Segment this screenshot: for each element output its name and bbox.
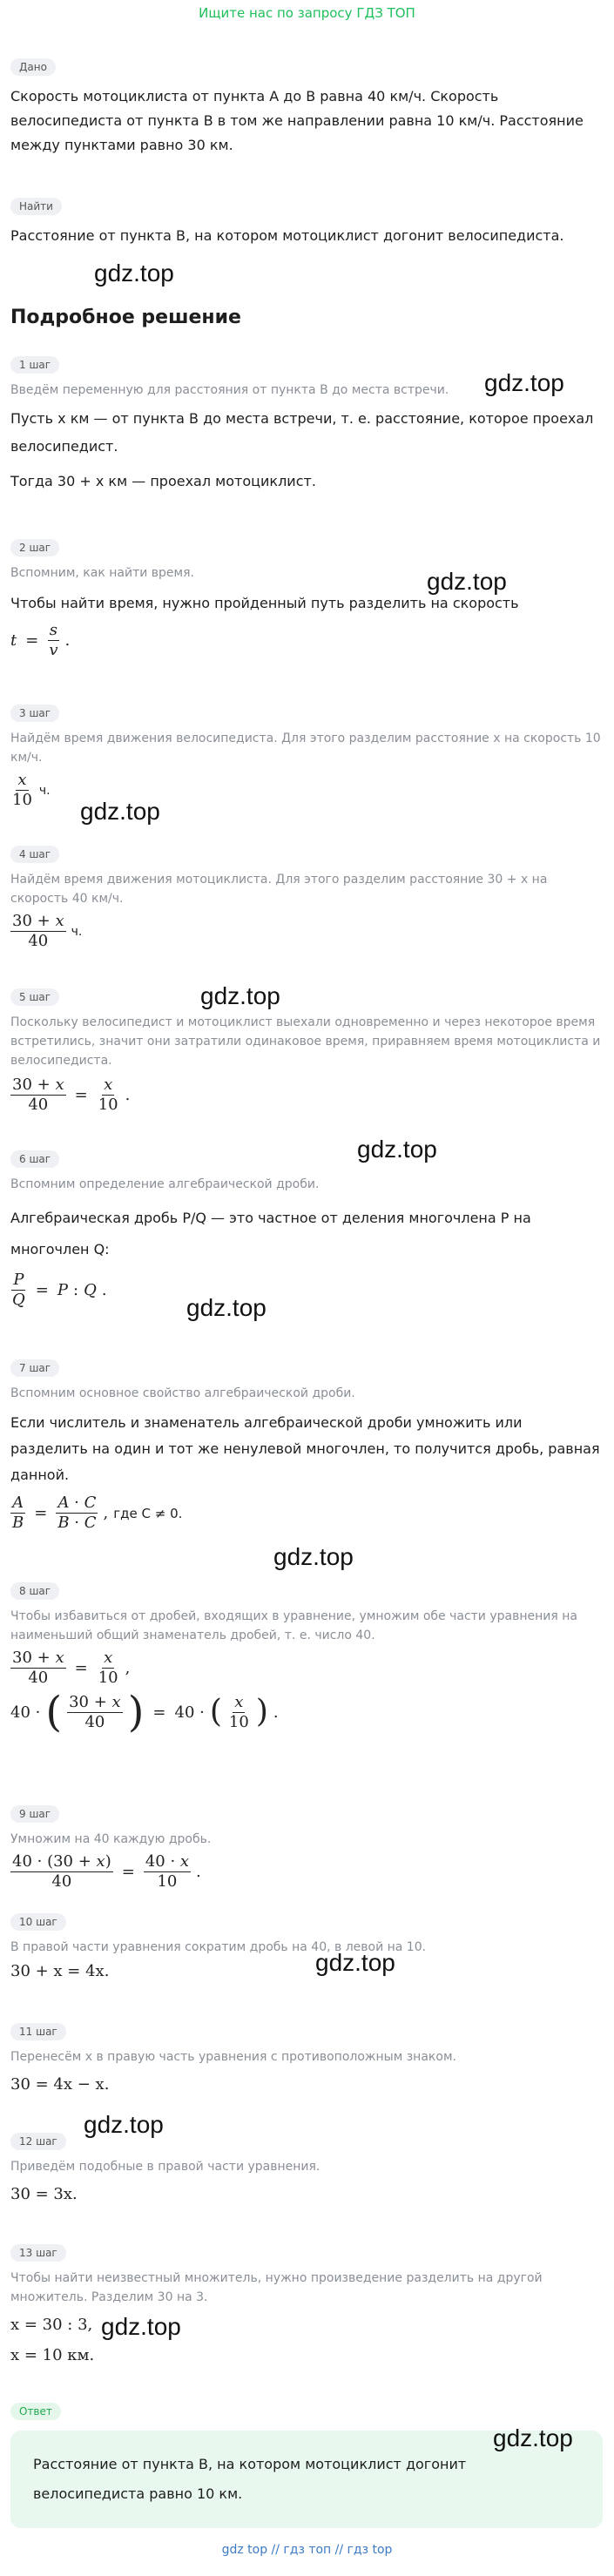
cyclist-time-formula: $\frac{x}{10}$ ч. xyxy=(12,771,51,809)
solution-title: Подробное решение xyxy=(10,307,241,328)
step-text-2: Тогда 30 + x км — проехал мотоциклист. xyxy=(10,473,316,489)
step-label: 7 шаг xyxy=(10,1359,59,1377)
unit-label: ч. xyxy=(38,783,51,798)
watermark: gdz.top xyxy=(186,1294,267,1321)
step-note: Вспомним основное свойство алгебраической дроби. xyxy=(10,1386,355,1400)
step-note: Найдём время движения мотоциклиста. Для этого разделим расстояние 30 + x на скорость 40 км/ч. xyxy=(10,873,548,906)
find-section xyxy=(10,197,603,248)
answer-section xyxy=(10,2402,603,2528)
step-note: Поскольку велосипедист и мотоциклист выехали одновременно и через некоторое время встретились, значит они затратили одинаковое время, приравняем время мотоциклиста и велосипедиста. xyxy=(10,1015,601,1068)
step-label: 2 шаг xyxy=(10,539,59,556)
condition-text: где C ≠ 0. xyxy=(113,1505,183,1521)
watermark: gdz.top xyxy=(101,2313,181,2340)
time-formula: t = $\frac{s}{v}$ . xyxy=(10,621,71,659)
formula-line: 30 + x = 4x. xyxy=(10,1962,110,1980)
expanded-formula: $\frac{40 \cdot (30 + x)}{40}$ = $\frac{40 \cdot x}{10}$ . xyxy=(12,1852,201,1891)
step-note: Чтобы избавиться от дробей, входящих в уравнение, умножим обе части уравнения на наименьший общий знаменатель дробей, т. е. число 40. xyxy=(10,1609,577,1642)
watermark: gdz.top xyxy=(80,798,160,825)
answer-label: Ответ xyxy=(10,2403,61,2420)
watermark: gdz.top xyxy=(273,1543,354,1570)
step-note: Вспомним, как найти время. xyxy=(10,566,194,580)
step-label: 8 шаг xyxy=(10,1582,59,1600)
unit-label: ч. xyxy=(71,924,83,939)
formula-line: 30 = 4x − x. xyxy=(10,2075,110,2094)
step-7 xyxy=(10,1359,603,1533)
fraction-definition: $\frac{P}{Q}$ = P : Q . xyxy=(12,1271,107,1309)
step-12 xyxy=(10,2132,603,2203)
step-11 xyxy=(10,2022,603,2094)
step-note: Приведём подобные в правой части уравнения. xyxy=(10,2160,320,2174)
step-text: Алгебраическая дробь P/Q — это частное от деления многочлена P на многочлен Q: xyxy=(10,1210,531,1258)
step-10 xyxy=(10,1912,603,1980)
watermark: gdz.top xyxy=(315,1949,395,1976)
watermark: gdz.top xyxy=(84,2111,164,2138)
watermark: gdz.top xyxy=(200,982,280,1009)
watermark: gdz.top xyxy=(427,568,507,595)
step-2 xyxy=(10,538,603,660)
step-note: Найдём время движения велосипедиста. Для этого разделим расстояние x на скорость 10 км/ч. xyxy=(10,732,601,765)
step-label: 11 шаг xyxy=(10,2023,66,2040)
step-text: Если числитель и знаменатель алгебраической дроби умножить или разделить на один и тот же ненулевой многочлен, то получится дробь, равная данной. xyxy=(10,1414,600,1483)
watermark: gdz.top xyxy=(357,1136,437,1163)
answer-text: Расстояние от пункта В, на котором мотоциклист догонит велосипедиста равно 10 км. xyxy=(33,2456,467,2502)
step-label: 13 шаг xyxy=(10,2244,66,2262)
step-5 xyxy=(10,988,603,1115)
given-label: Дано xyxy=(10,58,56,76)
watermark: gdz.top xyxy=(94,260,174,287)
multiplied-formula: 40 · ( $\frac{30 + x}{40}$ ) = 40 · ( $\frac{x}{10}$ ) . xyxy=(10,1688,279,1736)
watermark: gdz.top xyxy=(484,369,564,396)
fraction-property: $\frac{A}{B}$ = $\frac{A \cdot C}{B \cdot C}$ , где C ≠ 0. xyxy=(12,1494,183,1532)
step-label: 4 шаг xyxy=(10,846,59,863)
step-label: 5 шаг xyxy=(10,988,59,1006)
formula-line-2: x = 10 км. xyxy=(10,2346,95,2364)
equation-formula: $\frac{30 + x}{40}$ = $\frac{x}{10}$ , xyxy=(12,1649,131,1687)
moto-time-formula: $\frac{30 + x}{40}$ ч. xyxy=(12,912,83,950)
step-note: Умножим на 40 каждую дробь. xyxy=(10,1832,212,1846)
step-3 xyxy=(10,704,603,810)
step-label: 6 шаг xyxy=(10,1150,59,1168)
equation-formula: $\frac{30 + x}{40}$ = $\frac{x}{10}$ . xyxy=(12,1076,131,1114)
step-note: Перенесём x в правую часть уравнения с противоположным знаком. xyxy=(10,2050,456,2064)
step-4 xyxy=(10,845,603,951)
find-label: Найти xyxy=(10,198,62,215)
step-text: Чтобы найти время, нужно пройденный путь разделить на скорость xyxy=(10,595,519,611)
step-label: 1 шаг xyxy=(10,356,59,374)
step-note: Вспомним определение алгебраической дроби. xyxy=(10,1177,320,1191)
given-text: Скорость мотоциклиста от пункта А до В равна 40 км/ч. Скорость велосипедиста от пункта В в том же направлении равна 10 км/ч. Расстояние между пунктами равно 30 км. xyxy=(10,88,584,153)
step-8 xyxy=(10,1581,603,1736)
step-text: Пусть x км — от пункта В до места встречи, т. е. расстояние, которое проехал велосипедист. xyxy=(10,410,594,455)
top-banner[interactable]: Ищите нас по запросу ГДЗ ТОП xyxy=(199,5,415,21)
step-13 xyxy=(10,2243,603,2364)
formula-line: 30 = 3x. xyxy=(10,2185,78,2203)
given-section xyxy=(10,57,603,158)
step-label: 10 шаг xyxy=(10,1913,66,1931)
step-note: Чтобы найти неизвестный множитель, нужно произведение разделить на другой множитель. Разделим 30 на 3. xyxy=(10,2271,543,2304)
step-note: В правой части уравнения сократим дробь на 40, в левой на 10. xyxy=(10,1940,427,1954)
formula-line: x = 30 : 3, xyxy=(10,2316,93,2334)
step-label: 3 шаг xyxy=(10,705,59,722)
step-note: Введём переменную для расстояния от пункта В до места встречи. xyxy=(10,383,449,397)
footer-links[interactable]: gdz top // гдз топ // гдз top xyxy=(221,2543,393,2557)
find-text: Расстояние от пункта В, на котором мотоциклист догонит велосипедиста. xyxy=(10,227,564,244)
step-label: 12 шаг xyxy=(10,2133,66,2150)
step-label: 9 шаг xyxy=(10,1805,59,1823)
step-6 xyxy=(10,1150,603,1310)
watermark: gdz.top xyxy=(493,2424,573,2451)
step-9 xyxy=(10,1804,603,1892)
